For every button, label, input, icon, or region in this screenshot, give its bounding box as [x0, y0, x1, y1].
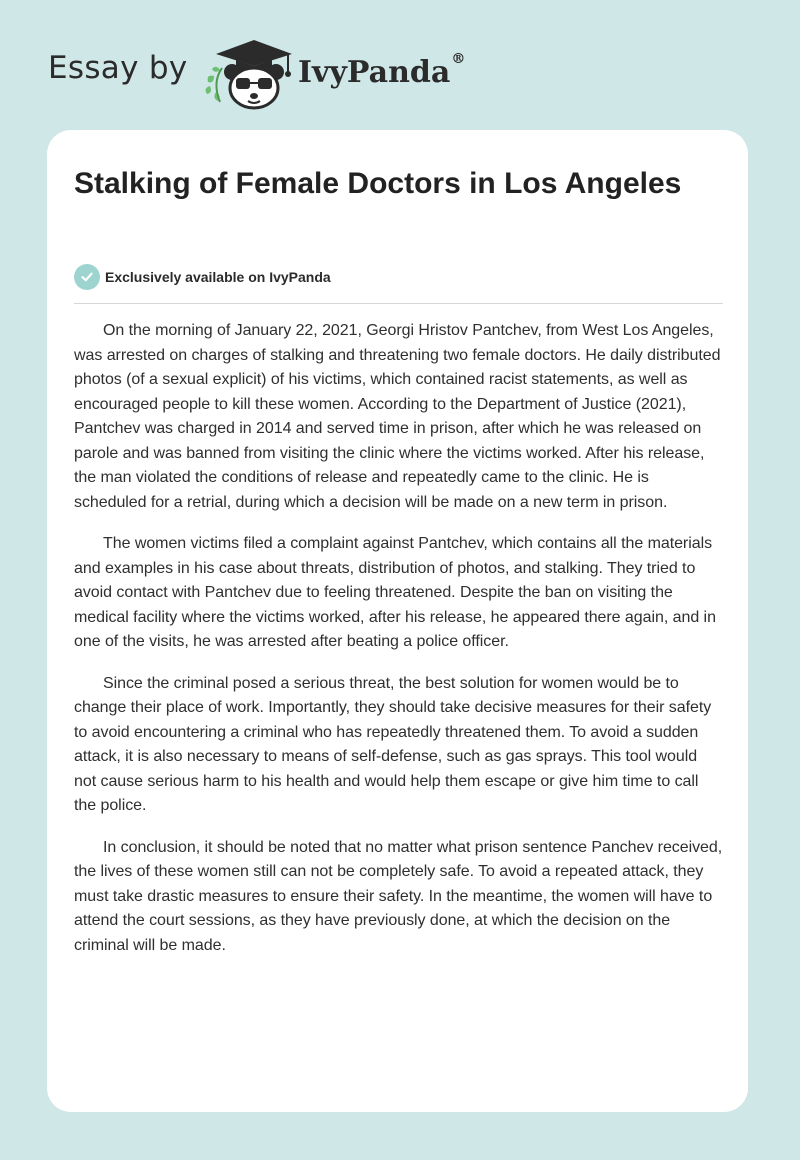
check-icon	[74, 264, 100, 290]
paragraph: The women victims filed a complaint against Pantchev, which contains all the materials and examples in his case about threats, distribution of photos, and stalking. They tried to avoid contact with Pantchev due to feeling threatened. Despite the ban on visiting the medical facility where the victims worked, after his release, he appeared there again, and in one of the visits, he was arrested after beating a police officer.	[74, 535, 716, 650]
brand-label: IvyPanda	[298, 55, 451, 90]
site-header	[0, 0, 800, 130]
registered-mark: ®	[451, 51, 466, 67]
brand-name[interactable]	[298, 51, 466, 90]
exclusive-badge	[74, 264, 331, 290]
paragraph: Since the criminal posed a serious threat, the best solution for women would be to change their place of work. Importantly, they should take decisive measures for their safety to avoid encountering a criminal who has repeatedly threatened them. To avoid a sudden attack, it is also necessary to means of self-defense, such as gas sprays. This tool would not cause serious harm to his health and would help them escape or give him time to call the police.	[74, 674, 712, 814]
essay-body	[74, 319, 723, 975]
panda-graduate-icon[interactable]	[202, 34, 294, 110]
page-title: Stalking of Female Doctors in Los Angeles	[74, 167, 682, 200]
exclusive-label: Exclusively available on IvyPanda	[105, 269, 331, 285]
paragraph: On the morning of January 22, 2021, Georgi Hristov Pantchev, from West Los Angeles, was arrested on charges of stalking and threatening two female doctors. He daily distributed photos (of a sexual explicit) of his victims, which contained racist statements, as well as encouraged people to kill these women. According to the Department of Justice (2021), Pantchev was charged in 2014 and served time in prison, after which he was released on parole and was banned from visiting the clinic where the victims worked. After his release, the man violated the conditions of release and repeatedly came to the clinic. He is scheduled for a retrial, during which a decision will be made on a new term in prison.	[74, 322, 721, 511]
essay-card	[47, 130, 748, 1112]
essay-by-label: Essay by	[48, 50, 188, 86]
divider	[74, 303, 723, 304]
paragraph: In conclusion, it should be noted that no matter what prison sentence Panchev received, the lives of these women still can not be completely safe. To avoid a repeated attack, they must take drastic measures to ensure their safety. In the meantime, the women will have to attend the court sessions, as they have previously done, at which the decision on the criminal will be made.	[74, 838, 723, 954]
